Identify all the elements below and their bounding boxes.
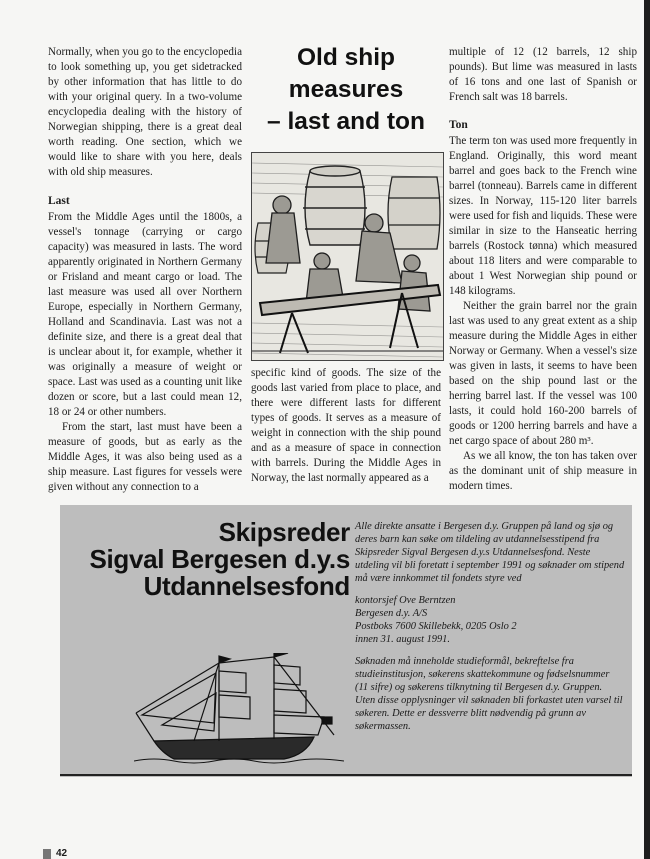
ad-address-line: Postboks 7600 Skillebekk, 0205 Oslo 2: [355, 621, 517, 632]
ad-heading: [66, 519, 350, 600]
ton-paragraph-2: Neither the grain barrel nor the grain last was used to any great extent as a ship measure during the Middle Ages in either Norway or Germany. When a vessel's size was given in lasts, it seems to have been based on the ship pound last or the herring barrel last. If the vessel was 100 lasts, it could hold 160-200 barrels of goods or 1200 herring barrels and have a net cargo space of about 280 m³.: [449, 300, 637, 447]
article-column-2: [251, 366, 441, 486]
ad-heading-line: Skipsreder: [218, 517, 350, 547]
article-column-3: [449, 45, 637, 494]
last-heading: Last: [48, 195, 70, 207]
ad-heading-line: Sigval Bergesen d.y.s: [89, 544, 350, 574]
article-title: [250, 42, 442, 138]
page-footer: [43, 848, 67, 859]
ton-paragraph-3: As we all know, the ton has taken over as the dominant unit of ship measure in modern times.: [449, 450, 637, 492]
page-number: 42: [56, 848, 68, 859]
ad-address-line: innen 31. august 1991.: [355, 634, 450, 645]
ton-heading: Ton: [449, 119, 468, 131]
title-line: measures: [288, 76, 404, 103]
ad-paragraph-2: Søknaden må inneholde studieformål, bekreftelse fra studieinstitusjon, søkerens skattekommune og fødselsnummer (11 sifre) og søkerens tilknytning til Bergesen d.y. Gruppen.: [355, 656, 610, 693]
page-edge-shadow: [644, 0, 650, 859]
intro-paragraph: Normally, when you go to the encyclopedia to look something up, you get sidetracked by other information that has little to do with your original query. In a two-volume encyclopedia dealing with the history of Norwegian shipping, there is a great deal worth reading. One section, which we would like to share with you here, deals with old ship measures.: [48, 46, 242, 178]
woodcut-barrel-workers-illustration: [252, 153, 443, 360]
ad-address-line: Bergesen d.y. A/S: [355, 608, 428, 619]
scholarship-advertisement: [60, 505, 632, 777]
ad-body: [355, 520, 625, 742]
woodcut-illustration: [251, 152, 444, 361]
title-line: Old ship: [297, 44, 395, 71]
ad-address: [355, 594, 625, 646]
title-line: – last and ton: [267, 108, 425, 135]
ad-bottom-rule: [60, 774, 632, 776]
ad-address-line: kontorsjef Ove Berntzen: [355, 595, 456, 606]
last-paragraph-2: From the start, last must have been a measure of goods, but as early as the Middle Ages, it was also being used as a ship measure. Last figures for vessels were given without any connection to a: [48, 421, 242, 493]
article-column-1: [48, 45, 242, 495]
page-marker: [43, 849, 51, 859]
ad-paragraph-3: Uten disse opplysninger vil søknaden bli forkastet uten varsel til søkeren. Dette er dessverre blitt nødvendig på grunn av søkermassen.: [355, 695, 623, 732]
sailing-ship-icon: [134, 653, 344, 773]
ad-paragraph-1: Alle direkte ansatte i Bergesen d.y. Gruppen på land og sjø og deres barn kan søke om tildeling av utdannelsesstipend fra Skipsreder Sigval Bergesen d.y.s Utdannelsesfond. Neste utdeling vil bli foretatt i september 1991 og søknader om stipend må være innkommet til fondets styre ved: [355, 521, 625, 584]
last-paragraph-1: From the Middle Ages until the 1800s, a vessel's tonnage (carrying or cargo capacity) was measured in lasts. The word apparently originated in Northern Germany or Frisland and meant cargo or load. The last measure was used all over Northern Europe, especially in Northern Germany, Holland and Scandinavia. Last was not a definite size, and there is a great deal that is unclear about it, for example, whether it was originally a measure of weight or space. Last was used as a counting unit like dozen or score, but a last could mean 12, 18 or 24 or other numbers.: [48, 211, 242, 418]
ton-paragraph-1: The term ton was used more frequently in England. Originally, this word meant barrel and goes back to the French wine barrel (tonneau). Barrels came in different sizes. In Norway, 115-120 liter barrels were used for fish and liquids. These were similar in size to the Hanseatic herring barrels (Rostock tønna) which measured about 118 liters and were comparable to about 1 West Norwegian ship pound or 148 kilograms.: [449, 135, 637, 297]
ad-heading-line: Utdannelsesfond: [143, 571, 350, 601]
last-paragraph-end: multiple of 12 (12 barrels, 12 ship pounds). But lime was measured in lasts of 16 tons and one last of Spanish or French salt was 18 barrels.: [449, 46, 637, 103]
last-paragraph-continued: specific kind of goods. The size of the goods last varied from place to place, and there were different lasts for different types of goods. It serves as a measure of weight in connection with the ship pound and as a measure of space in connection with barrels. During the Middle Ages in Norway, the last normally appeared as a: [251, 367, 441, 484]
